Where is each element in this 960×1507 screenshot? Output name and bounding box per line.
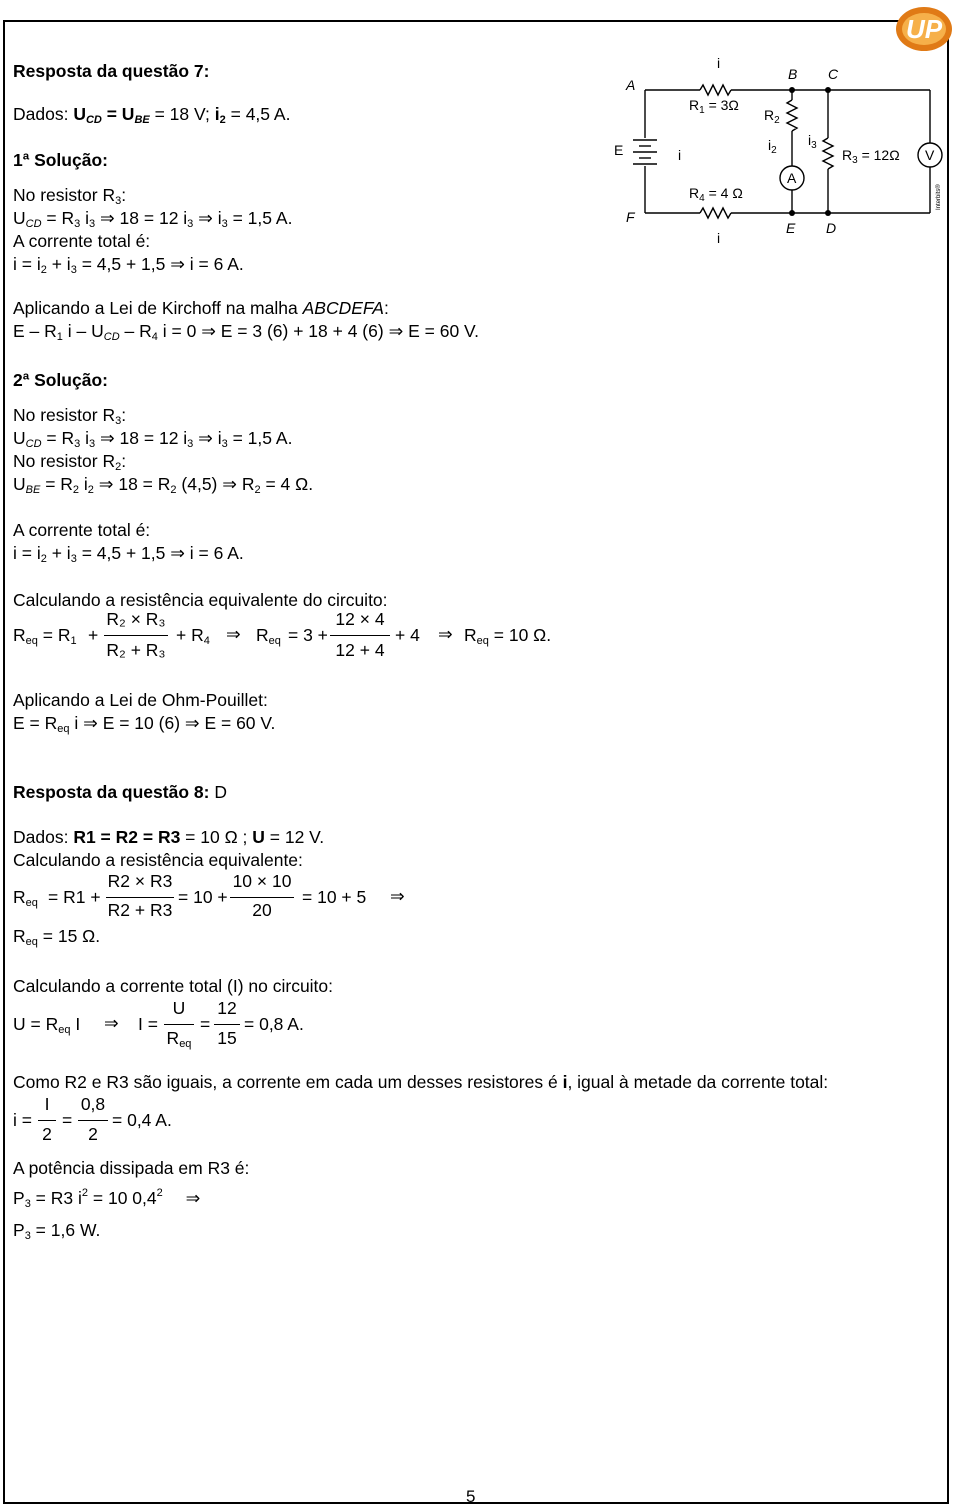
implies-arrow-icon: ⇒ [198,429,213,449]
r1-label: $R_1 = 3\Omega$ [689,97,739,116]
implies-arrow-icon: ⇒ [390,887,405,907]
q7-s2-line5: A corrente total é: [13,520,151,540]
q8-eq1-fraction-bar2 [230,897,294,898]
q8-como: Como R2 e R3 são iguais, a corrente em cada um desses resistores é i, igual à metade da corrente total: [13,1072,829,1092]
implies-arrow-icon: ⇒ [185,1189,201,1209]
implies-arrow-icon: ⇒ [104,1014,119,1034]
implies-arrow-icon: ⇒ [98,475,114,495]
implies-arrow-icon: ⇒ [170,544,185,564]
implies-arrow-icon: ⇒ [100,429,115,449]
q7-s1-line2: $U_{CD} = R_3$ $i_3$ ⇒ 18 = 12 $i_3$ ⇒ $i_3 = 1,5$ A. [13,208,293,230]
up-logo-icon [893,2,955,54]
q8-eq1-denominator: R2 + R3 [107,900,173,920]
q8-cur-numerator2: 12 [217,998,237,1018]
q7-s2-line4: $U_{BE} = R_2$ $i_2$ ⇒ $18 = R_2$ (4,5) ⇒ $R_2 = 4$ Ω. [13,474,314,496]
q8-cur-i: I = [138,1014,158,1034]
q7-s1-line1: No resistor $R_3$: [13,185,127,207]
q7-ohm-line2: $E = R_{eq}$ i ⇒ E = 10 (6) ⇒ E = 60 V. [13,713,276,735]
current-bottom-label: i [717,230,721,245]
q7-req-numerator2: 12 × 4 [335,609,385,629]
q8-cur-denominator: $R_{eq}$ [166,1028,192,1050]
q8-cur-eq: = [200,1014,211,1034]
logo-text: UP [905,14,943,44]
q8-pot-intro: A potência dissipada em R3 é: [13,1158,250,1178]
r3-label: $R_3 = 12\Omega$ [842,147,900,166]
node-d-label: D [826,220,837,236]
i2-label: $i_2$ [768,137,777,156]
implies-arrow-icon: ⇒ [226,625,241,645]
i3-label: $i_3$ [808,132,817,151]
q8-title: Resposta da questão 8: D [13,782,227,802]
q7-req-denominator2: 12 + 4 [335,640,385,660]
q7-sol1-heading: 1ª Solução: [13,150,108,170]
q8-half-result: = 0,4 A. [112,1110,172,1130]
q8-cur-fraction-bar [164,1024,194,1025]
q7-req-r4: + $R_4$ [176,625,210,647]
q8-eq1-sum: = 10 + 5 [302,887,367,907]
q7-title: Resposta da questão 7: [13,61,210,81]
r2-label: $R_2$ [764,107,780,126]
q8-pot-line1: $P_3 = R3$ $i^2 = 10$ $0,4^2$ ⇒ [13,1187,201,1210]
q7-req-fraction-bar [104,635,168,636]
q7-req-step2: $R_{eq}$ [256,625,281,647]
q7-req-plus4: + 4 [395,625,420,645]
implies-arrow-icon: ⇒ [184,714,200,734]
q8-half-eq: = [62,1110,73,1130]
current-left-label: i [678,147,682,163]
implies-arrow-icon: ⇒ [100,209,115,229]
q8-eq1-numerator: R2 × R3 [107,871,173,891]
q8-cur-denominator2: 15 [217,1028,237,1048]
q8-half-numerator: I [44,1094,50,1114]
q8-half-lhs: i = [13,1110,32,1130]
q7-req-fraction-bar2 [330,635,390,636]
ammeter-icon: A [787,170,797,186]
node-b-label: B [788,66,798,82]
q7-s1-line4: $i = i_2 + i_3 = 4,5 + 1,5$ ⇒ i = 6 A. [13,254,244,276]
q7-kirchoff-line2: E – $R_1$ i – $U_{CD} - R_4$ i = 0 ⇒ E = 3 (6) + 18 + 4 (6) ⇒ E = 60 V. [13,321,479,343]
q8-half-fraction-bar2 [78,1120,108,1121]
q7-kirchoff-line1: Aplicando a Lei de Kirchoff na malha ABCDEFA: [13,298,389,318]
implies-arrow-icon: ⇒ [198,209,213,229]
q7-s1-line3: A corrente total é: [13,231,151,251]
q8-cur-numerator: U [172,998,186,1018]
q8-half-denominator2: 2 [88,1124,98,1144]
q7-s2-line3: No resistor $R_2$: [13,451,127,473]
q8-eq1-numerator2: 10 × 10 [232,871,292,891]
q7-s2-line2: $U_{CD} = R_3$ $i_3$ ⇒ 18 = 12 $i_3$ ⇒ $i_3 = 1,5$ A. [13,428,293,450]
q8-eq2: $R_{eq} = 15$ Ω. [13,926,101,948]
voltmeter-icon: V [925,147,935,163]
q7-req-intro: Calculando a resistência equivalente do circuito: [13,590,388,610]
q7-ohm-line1: Aplicando a Lei de Ohm-Pouillet: [13,690,268,710]
q8-cur-result: = 0,8 A. [244,1014,304,1034]
current-top-label: i [717,55,721,71]
q7-sol2-heading: 2ª Solução: [13,370,108,390]
q7-s2-line1: No resistor $R_3$: [13,405,127,427]
q8-eq1-lhs: $R_{eq}$ [13,887,38,909]
q7-s2-line6: $i = i_2 + i_3 = 4,5 + 1,5$ ⇒ i = 6 A. [13,543,244,565]
q8-eq1-step: = 10 + [178,887,228,907]
node-a-label: A [626,77,636,93]
implies-arrow-icon: ⇒ [438,625,453,645]
implies-arrow-icon: ⇒ [83,714,98,734]
node-e-label: E [786,220,796,236]
credit-label: Interbits® [936,184,942,210]
q8-eq1-denominator2: 20 [252,900,272,920]
source-e-label: E [614,142,624,158]
q8-cur-lhs: $U = R_{eq}$ I [13,1014,81,1036]
implies-arrow-icon: ⇒ [222,475,237,495]
q7-req-numerator: R₂ × R₃ [106,609,166,629]
node-f-label: F [626,209,635,225]
q7-req-denominator: R₂ + R₃ [106,640,166,660]
q8-eq1-r1: = R1 + [48,887,101,907]
q8-cur-fraction-bar2 [214,1024,240,1025]
q7-req-lhs: $R_{eq} = R_1$ [13,625,77,647]
q8-half-numerator2: 0,8 [80,1094,106,1114]
r4-label: $R_4 = 4$ Ω [689,185,743,204]
q8-dados: Dados: R1 = R2 = R3 = 10 Ω ; U = 12 V. [13,827,325,847]
q8-req-intro: Calculando a resistência equivalente: [13,850,303,870]
q7-req-step2-b: = 3 + [288,625,328,645]
page-number: 5 [466,1487,476,1506]
node-c-label: C [828,66,839,82]
implies-arrow-icon: ⇒ [201,322,216,342]
q8-pot-line2: $P_3 = 1,6$ W. [13,1220,101,1242]
implies-arrow-icon: ⇒ [388,322,404,342]
q7-req-result: $R_{eq} = 10$ Ω. [464,625,552,647]
q7-dados: Dados: $U_{CD} = U_{BE} = 18$ V; $i_2 = 4,5$ A. [13,104,291,126]
implies-arrow-icon: ⇒ [170,255,185,275]
q7-req-plus: + [88,625,99,645]
q8-eq1-fraction-bar [106,897,174,898]
circuit-diagram [600,50,945,245]
q8-cur-intro: Calculando a corrente total (I) no circuito: [13,976,334,996]
q8-half-fraction-bar [38,1120,56,1121]
q8-half-denominator: 2 [42,1124,52,1144]
